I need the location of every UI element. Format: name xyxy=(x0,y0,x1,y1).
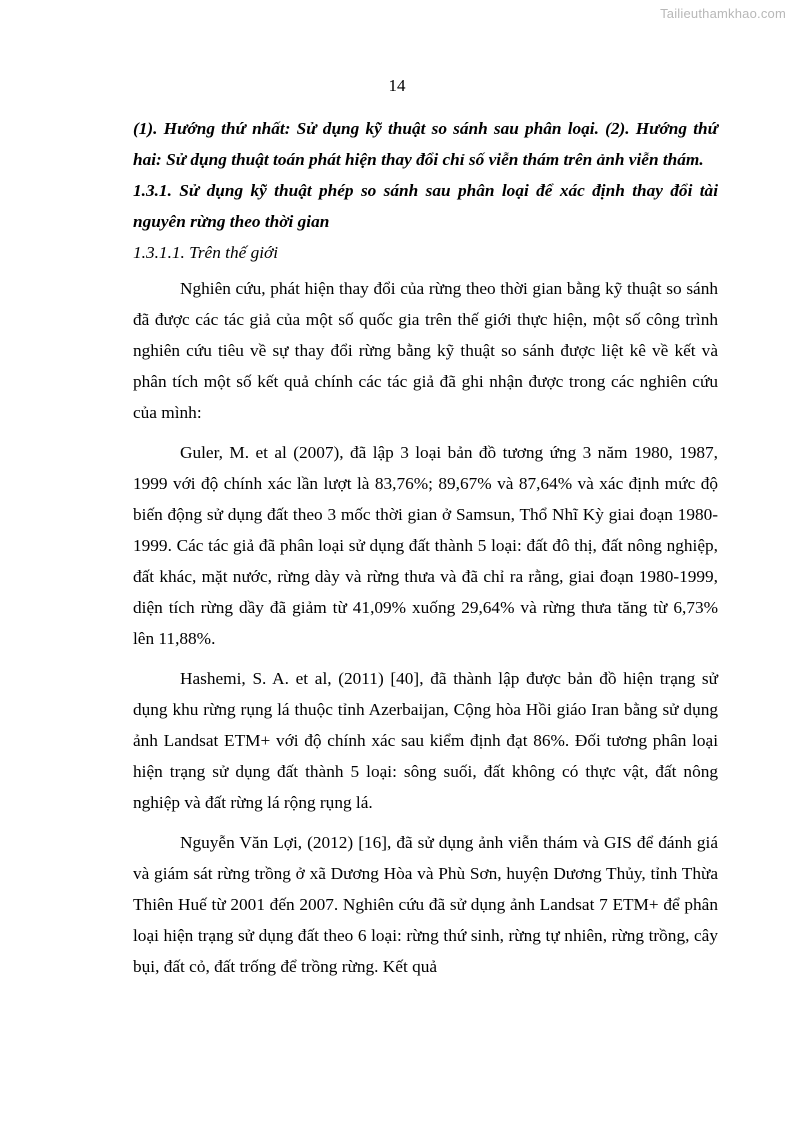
section-heading: 1.3.1. Sử dụng kỹ thuật phép so sánh sau phân loại để xác định thay đổi tài nguyên rừng theo thời gian xyxy=(133,181,718,231)
body-paragraph: Nguyễn Văn Lợi, (2012) [16], đã sử dụng ảnh viễn thám và GIS để đánh giá và giám sát rừng trồng ở xã Dương Hòa và Phù Sơn, huyện Dương Thủy, tỉnh Thừa Thiên Huế từ 2001 đến 2007. Nghiên cứu đã sử dụng ảnh Landsat 7 ETM+ để phân loại hiện trạng sử dụng đất theo 6 loại: rừng thứ sinh, rừng tự nhiên, rừng trồng, cây bụi, đất cỏ, đất trống để trồng rừng. Kết quả xyxy=(133,833,718,976)
body-paragraph: Guler, M. et al (2007), đã lập 3 loại bản đồ tương ứng 3 năm 1980, 1987, 1999 với độ chính xác lần lượt là 83,76%; 89,67% và 87,64% và xác định mức độ biến động sử dụng đất theo 3 mốc thời gian ở Samsun, Thổ Nhĩ Kỳ giai đoạn 1980-1999. Các tác giả đã phân loại sử dụng đất thành 5 loại: đất đô thị, đất nông nghiệp, đất khác, mặt nước, rừng dày và rừng thưa và đã chỉ ra rằng, giai đoạn 1980-1999, diện tích rừng dầy đã giảm từ 41,09% xuống 29,64% và rừng thưa tăng từ 6,73% lên 11,88%. xyxy=(133,443,718,648)
watermark: Tailieuthamkhao.com xyxy=(660,6,786,21)
intro-directions: (1). Hướng thứ nhất: Sử dụng kỹ thuật so sánh sau phân loại. (2). Hướng thứ hai: Sử dụng thuật toán phát hiện thay đổi chỉ số viễn thám trên ảnh viễn thám. xyxy=(133,119,718,169)
page-number: 14 xyxy=(388,76,406,95)
page-body xyxy=(133,113,718,982)
body-paragraph: Nghiên cứu, phát hiện thay đổi của rừng theo thời gian bằng kỹ thuật so sánh đã được các tác giả của một số quốc gia trên thế giới thực hiện, một số công trình nghiên cứu tiêu về sự thay đổi rừng bằng kỹ thuật so sánh được liệt kê về kết và phân tích một số kết quả chính các tác giả đã ghi nhận được trong các nghiên cứu của mình: xyxy=(133,279,718,422)
body-paragraph: Hashemi, S. A. et al, (2011) [40], đã thành lập được bản đồ hiện trạng sử dụng khu rừng rụng lá thuộc tỉnh Azerbaijan, Cộng hòa Hồi giáo Iran bằng sử dụng ảnh Landsat ETM+ với độ chính xác sau kiểm định đạt 86%. Đối tương phân loại hiện trạng sử dụng đất thành 5 loại: sông suối, đất không có thực vật, đất nông nghiệp và đất rừng lá rộng rụng lá. xyxy=(133,669,718,812)
subsection-heading: 1.3.1.1. Trên thế giới xyxy=(133,243,279,262)
